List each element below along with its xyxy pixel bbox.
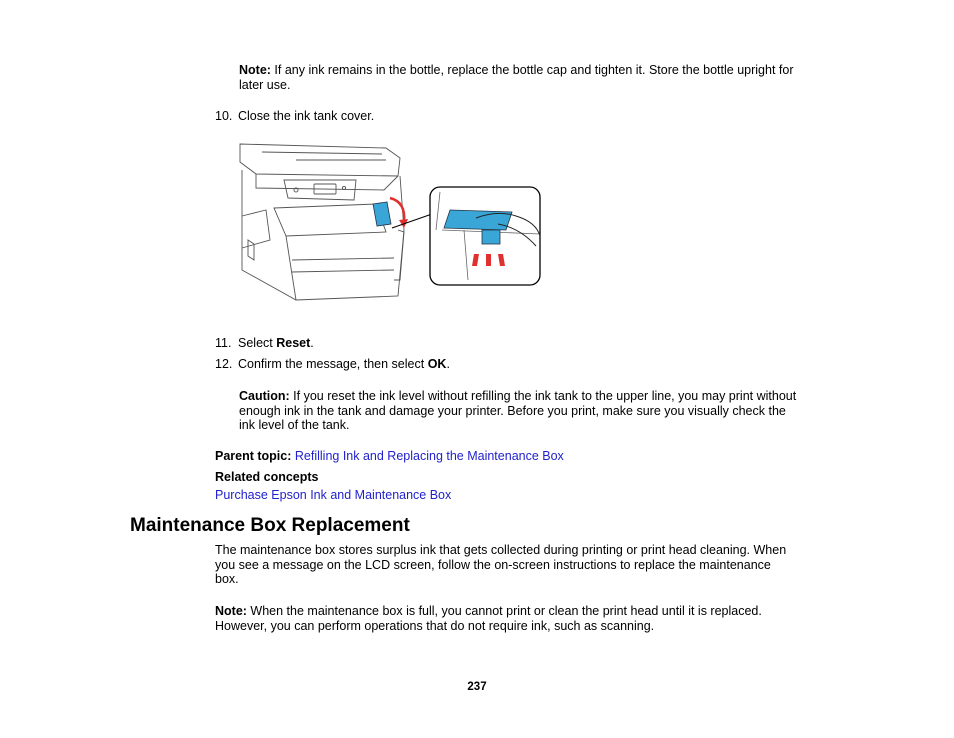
step-bold: OK (427, 357, 447, 371)
printer-illustration (236, 140, 542, 304)
page-number: 237 (467, 681, 487, 693)
section-paragraph (215, 543, 786, 587)
step-text: Confirm the message, then select (238, 357, 428, 371)
section-line1: The maintenance box stores surplus ink that gets collected during printing or print head cleaning. When (215, 543, 787, 557)
section-line2: you see a message on the LCD screen, follow the on-screen instructions to replace the maintenance (215, 557, 771, 572)
note-paragraph (239, 63, 794, 92)
note-text: If any ink remains in the bottle, replace the bottle cap and tighten it. Store the bottle upright for (270, 63, 794, 77)
control-panel (284, 180, 356, 200)
step-text: Close the ink tank cover. (238, 109, 375, 123)
caution-line1: If you reset the ink level without refilling the ink tank to the upper line, you may print without (289, 389, 797, 403)
step-number: 11. (215, 336, 232, 350)
tank-detail (482, 230, 500, 244)
section-heading: Maintenance Box Replacement (130, 515, 410, 536)
step-text-after: . (310, 336, 314, 350)
caution-label: Caution: (239, 389, 290, 403)
step-number: 10. (215, 109, 233, 123)
step-12 (215, 357, 450, 372)
section-line3: box. (215, 572, 239, 586)
press-marks-icon (472, 254, 505, 266)
caution-line3: ink level of the tank. (239, 418, 350, 432)
step-text-after: . (446, 357, 450, 371)
printer-figure-svg (236, 140, 542, 304)
related-concepts (215, 488, 451, 503)
parent-topic (215, 449, 564, 464)
note2-paragraph (215, 604, 762, 633)
caution-line2: enough ink in the tank and damage your printer. Before you print, make sure you visually check the (239, 403, 786, 418)
note2-line2: However, you can perform operations that do not require ink, such as scanning. (215, 618, 655, 633)
step-11 (215, 336, 314, 351)
ink-tank-cover (373, 202, 391, 226)
parent-topic-label: Parent topic: (215, 449, 292, 463)
step-10 (215, 109, 374, 124)
note-text-line2: later use. (239, 77, 291, 92)
note-label: Note: (239, 63, 271, 77)
output-tray (274, 204, 386, 236)
note2-line1: When the maintenance box is full, you cannot print or clean the print head until it is replaced. (246, 604, 762, 618)
step-bold: Reset (276, 336, 311, 350)
step-number: 12. (215, 357, 233, 371)
caution-paragraph (239, 389, 796, 433)
step-text: Select (238, 336, 277, 350)
note2-label: Note: (215, 604, 247, 618)
related-concepts-label: Related concepts (215, 470, 319, 484)
parent-topic-link[interactable]: Refilling Ink and Replacing the Maintenance Box (294, 449, 564, 463)
related-concept-link[interactable]: Purchase Epson Ink and Maintenance Box (215, 488, 452, 502)
